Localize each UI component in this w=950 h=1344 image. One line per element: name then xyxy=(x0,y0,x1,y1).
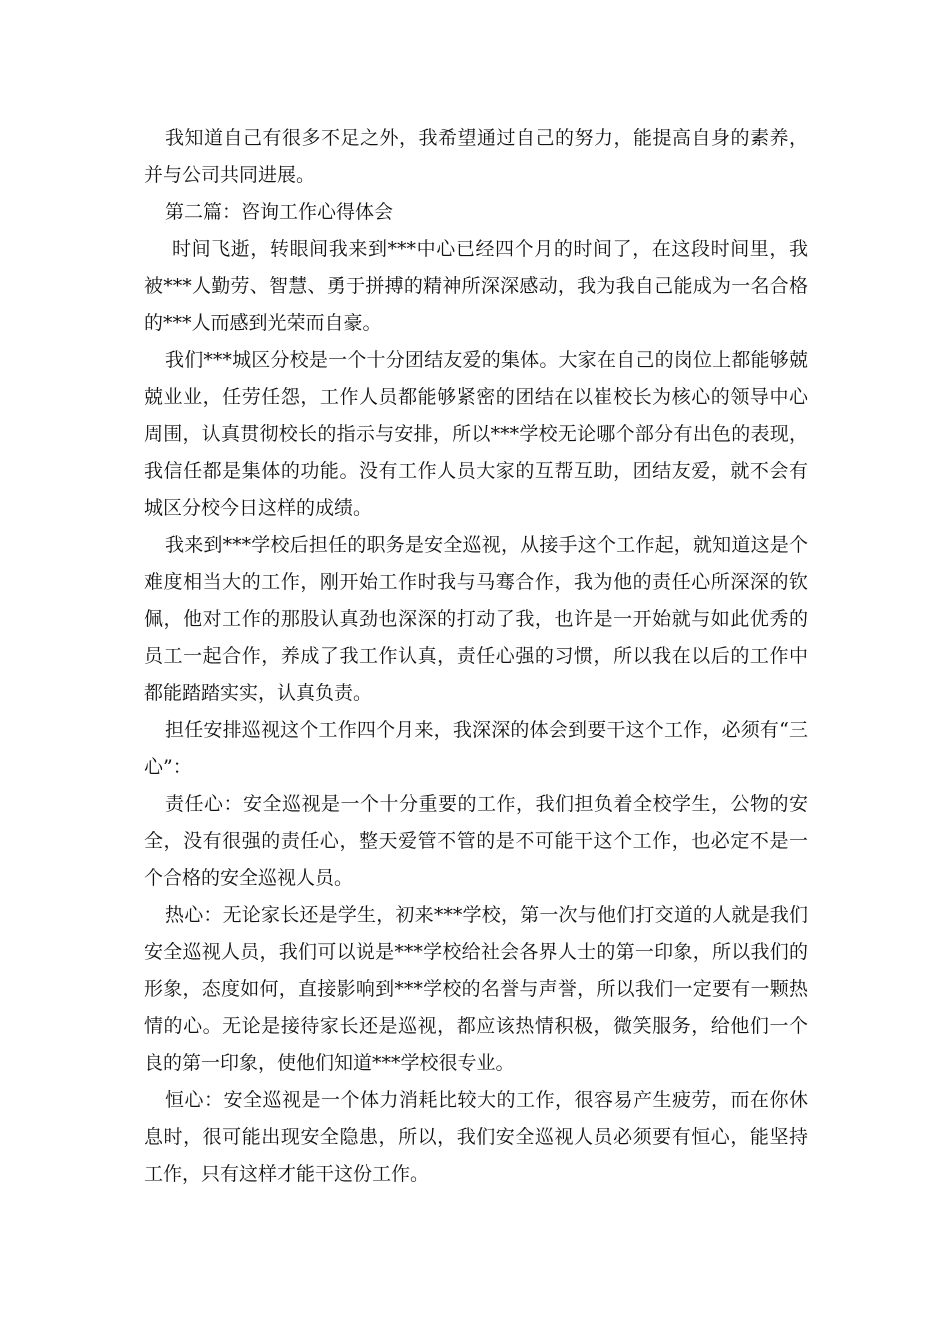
section-heading: 第二篇：咨询工作心得体会 xyxy=(165,201,394,223)
paragraph-security-patrol: 我来到***学校后担任的职务是安全巡视，从接手这个工作起，就知道这是个难度相当大的工作，刚开始工作时我与马骞合作，我为他的责任心所深深的钦佩，他对工作的那股认真劲也深深的打动了我，也许是一开始就与如此优秀的员工一起合作，养成了我工作认真，责任心强的习惯，所以我在以后的工作中都能踏踏实实，认真负责。 xyxy=(144,534,808,704)
paragraph-intro-closing: 我知道自己有很多不足之外，我希望通过自己的努力，能提高自身的素养，并与公司共同进展。 xyxy=(144,127,808,186)
paragraph-three-hearts: 担任安排巡视这个工作四个月来，我深深的体会到要干这个工作，必须有“三心”： xyxy=(144,719,808,778)
paragraph-perseverance: 恒心：安全巡视是一个体力消耗比较大的工作，很容易产生疲劳，而在你休息时，很可能出现安全隐患，所以，我们安全巡视人员必须要有恒心，能坚持工作，只有这样才能干这份工作。 xyxy=(144,1089,808,1185)
document-body xyxy=(144,120,808,1193)
paragraph-branch-school: 我们***城区分校是一个十分团结友爱的集体。大家在自己的岗位上都能够兢兢业业，任劳任怨，工作人员都能够紧密的团结在以崔校长为核心的领导中心周围，认真贯彻校长的指示与安排，所以***学校无论哪个部分有出色的表现，我信任都是集体的功能。没有工作人员大家的互帮互助，团结友爱，就不会有城区分校今日这样的成绩。 xyxy=(144,349,808,519)
paragraph-time-flies: 时间飞逝，转眼间我来到***中心已经四个月的时间了，在这段时间里，我被***人勤劳、智慧、勇于拼搏的精神所深深感动，我为我自己能成为一名合格的***人而感到光荣而自豪。 xyxy=(144,238,808,334)
paragraph-responsibility: 责任心：安全巡视是一个十分重要的工作，我们担负着全校学生，公物的安全，没有很强的责任心，整天爱管不管的是不可能干这个工作，也必定不是一个合格的安全巡视人员。 xyxy=(144,793,808,889)
paragraph-enthusiasm: 热心：无论家长还是学生，初来***学校，第一次与他们打交道的人就是我们安全巡视人员，我们可以说是***学校给社会各界人士的第一印象，所以我们的形象，态度如何，直接影响到***学校的名誉与声誉，所以我们一定要有一颗热情的心。无论是接待家长还是巡视，都应该热情积极，微笑服务，给他们一个良的第一印象，使他们知道***学校很专业。 xyxy=(144,904,808,1074)
